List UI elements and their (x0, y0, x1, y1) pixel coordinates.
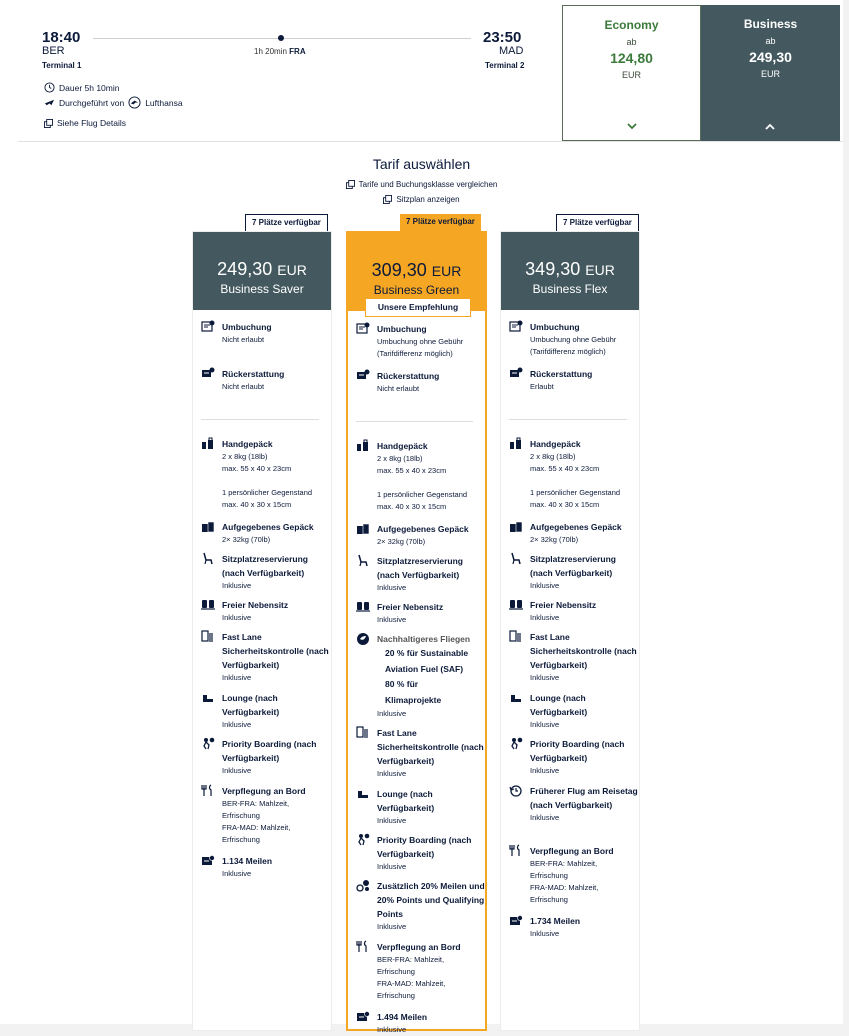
feature-text (530, 737, 638, 777)
departure-terminal: Terminal 1 (42, 61, 82, 70)
stopover-code: FRA (289, 47, 306, 56)
feature-title: Lounge (nach Verfügbarkeit) (222, 693, 280, 717)
refund-icon (356, 369, 370, 382)
fare-price-value: 249,30 (217, 259, 273, 279)
feature-detail: max. 40 x 30 x 15cm (222, 500, 292, 509)
feature-title: Umbuchung (530, 322, 580, 332)
feature-text (222, 737, 330, 777)
feature-detail: Erfrischung (530, 871, 568, 880)
fare-price (193, 259, 331, 280)
feature-detail: Inklusive (222, 673, 252, 682)
feature-title: Rückerstattung (530, 369, 593, 379)
meal-icon (509, 844, 523, 857)
feature-highlight: Klimaprojekte (385, 694, 442, 705)
feature-detail: (Tarifdifferenz möglich) (530, 347, 606, 356)
feature-title: Sitzplatzreservierung (nach Verfügbarkeit) (530, 554, 616, 578)
feature-title: 1.734 Meilen (530, 916, 581, 926)
feature-text (377, 833, 485, 873)
flight-summary (18, 0, 843, 142)
hand-baggage-icon (356, 439, 370, 452)
feature-detail: 2× 32kg (70lb) (222, 535, 271, 544)
miles-icon (356, 1010, 370, 1023)
checked-baggage-icon (356, 522, 370, 535)
feature-detail: 2× 32kg (70lb) (530, 535, 579, 544)
checked-baggage-icon (201, 520, 215, 533)
feature-text (377, 632, 485, 720)
fast-lane-icon (201, 630, 215, 643)
fare-name: Business Saver (220, 282, 304, 296)
arrival-code: MAD (499, 45, 524, 57)
feature-detail: Inklusive (530, 613, 560, 622)
feature-text (377, 940, 485, 1002)
feature-detail: 1 persönlicher Gegenstand (377, 490, 468, 499)
feature-highlight: Aviation Fuel (SAF) (385, 663, 464, 674)
fare-price (501, 259, 639, 280)
availability-badge: 7 Plätze verfügbar (556, 214, 639, 231)
feature-title: Fast Lane Sicherheitskontrolle (nach Verfügbarkeit) (377, 728, 484, 766)
free-seat-icon (356, 600, 370, 613)
external-window-icon (44, 119, 53, 128)
feature-title: Sitzplatzreservierung (nach Verfügbarkeit) (377, 556, 463, 580)
fast-lane-icon (509, 630, 523, 643)
feature-text (377, 322, 485, 360)
flight-route (18, 0, 563, 141)
sustainable-icon (356, 632, 370, 645)
feature-text (377, 879, 485, 933)
feature-detail: Inklusive (377, 583, 407, 592)
feature-title: Handgepäck (530, 439, 581, 449)
feature-text (530, 598, 638, 624)
arrival-time: 23:50 (483, 29, 522, 46)
feature-title: Verpflegung an Bord (530, 846, 614, 856)
feature-text (530, 320, 638, 358)
feature-title: Rückerstattung (222, 369, 285, 379)
feature-detail: max. 55 x 40 x 23cm (377, 466, 447, 475)
feature-detail: Inklusive (377, 1025, 407, 1034)
feature-divider (201, 419, 319, 420)
points-icon (356, 879, 370, 892)
cabin-business-name: Business (743, 17, 798, 31)
feature-detail: Erlaubt (530, 382, 554, 391)
feature-detail: Erfrischung (530, 895, 568, 904)
cabin-business-price: 249,30 (749, 49, 792, 65)
feature-detail: FRA-MAD: Mahlzeit, (377, 979, 446, 988)
external-window-icon (346, 180, 355, 189)
feature-text (530, 844, 638, 906)
external-window-icon (383, 195, 392, 204)
feature-text (222, 437, 330, 511)
feature-title: Freier Nebensitz (222, 600, 289, 610)
free-seat-icon (201, 598, 215, 611)
fare-currency: EUR (431, 263, 462, 279)
feature-detail: 1 persönlicher Gegenstand (222, 488, 313, 497)
availability-badge: 7 Plätze verfügbar (245, 214, 328, 231)
airline-name: Lufthansa (145, 97, 183, 108)
feature-text (530, 914, 638, 940)
departure-code: BER (42, 45, 65, 57)
feature-title: 1.134 Meilen (222, 856, 273, 866)
operated-by-text: Durchgeführt von (59, 97, 125, 108)
feature-title: Freier Nebensitz (530, 600, 597, 610)
miles-icon (201, 854, 215, 867)
feature-title: Fast Lane Sicherheitskontrolle (nach Verfügbarkeit) (530, 632, 637, 670)
fare-price-value: 309,30 (371, 260, 427, 280)
cabin-business-currency: EUR (760, 69, 780, 79)
priority-boarding-icon (201, 737, 215, 750)
feature-title: Fast Lane Sicherheitskontrolle (nach Verfügbarkeit) (222, 632, 329, 670)
feature-detail: Umbuchung ohne Gebühr (530, 335, 617, 344)
feature-detail: Erfrischung (222, 811, 260, 820)
feature-detail: Inklusive (377, 862, 407, 871)
feature-detail: 2 x 8kg (18lb) (530, 452, 576, 461)
availability-badge: 7 Plätze verfügbar (400, 214, 481, 231)
feature-title: Priority Boarding (nach Verfügbarkeit) (530, 739, 625, 763)
stopover-info (254, 47, 306, 56)
rebooking-icon (356, 322, 370, 335)
seat-icon (201, 552, 215, 565)
feature-detail: Inklusive (530, 766, 560, 775)
feature-text (530, 691, 638, 731)
feature-detail: 2 x 8kg (18lb) (222, 452, 268, 461)
flight-details-link[interactable] (44, 118, 126, 128)
feature-text (530, 437, 638, 511)
feature-text (377, 726, 485, 780)
lounge-icon (201, 691, 215, 704)
fare-card-business-green[interactable] (346, 231, 487, 1034)
feature-text (222, 784, 330, 846)
operator-row (44, 96, 183, 109)
feature-text (377, 439, 485, 513)
feature-text (222, 630, 330, 684)
feature-detail: 1 persönlicher Gegenstand (530, 488, 621, 497)
feature-detail: Nicht erlaubt (377, 384, 420, 393)
feature-detail: Nicht erlaubt (222, 382, 265, 391)
feature-detail: Inklusive (530, 673, 560, 682)
feature-title: Früherer Flug am Reisetag (nach Verfügbarkeit) (530, 786, 638, 810)
feature-text (377, 787, 485, 827)
feature-detail: Inklusive (377, 709, 407, 718)
feature-detail: Erfrischung (222, 835, 260, 844)
feature-text (377, 369, 485, 395)
feature-detail (377, 477, 485, 489)
feature-detail: (Tarifdifferenz möglich) (377, 349, 453, 358)
feature-detail: Inklusive (377, 922, 407, 931)
feature-detail: max. 55 x 40 x 23cm (530, 464, 600, 473)
rebooking-icon (201, 320, 215, 333)
plane-icon (44, 97, 55, 108)
feature-text (222, 854, 330, 880)
feature-title: Priority Boarding (nach Verfügbarkeit) (377, 835, 472, 859)
feature-title: Umbuchung (222, 322, 272, 332)
cabin-economy[interactable] (562, 5, 701, 141)
feature-detail: Inklusive (377, 769, 407, 778)
feature-title: Handgepäck (222, 439, 273, 449)
meal-icon (356, 940, 370, 953)
feature-text (530, 552, 638, 592)
fare-name: Business Flex (532, 282, 608, 296)
seatmap-link[interactable] (0, 195, 843, 204)
free-seat-icon (509, 598, 523, 611)
feature-highlight: 80 % für (385, 679, 419, 689)
fare-header[interactable] (501, 232, 639, 310)
feature-detail: Erfrischung (377, 991, 415, 1000)
fare-name: Business Green (373, 283, 460, 297)
cabin-business[interactable] (701, 5, 840, 141)
feature-title: Lounge (nach Verfügbarkeit) (377, 789, 435, 813)
priority-boarding-icon (356, 833, 370, 846)
feature-detail: 2× 32kg (70lb) (377, 537, 426, 546)
cabin-economy-name: Economy (604, 18, 659, 32)
meal-icon (201, 784, 215, 797)
chevron-up-icon (764, 121, 776, 133)
feature-detail: max. 40 x 30 x 15cm (530, 500, 600, 509)
feature-text (530, 784, 638, 824)
fare-price-value: 349,30 (525, 259, 581, 279)
feature-detail: Inklusive (530, 929, 560, 938)
cabin-economy-price: 124,80 (610, 50, 653, 66)
feature-detail: Inklusive (222, 869, 252, 878)
feature-detail: BER-FRA: Mahlzeit, (222, 799, 290, 808)
feature-detail: FRA-MAD: Mahlzeit, (222, 823, 291, 832)
feature-detail: Inklusive (530, 813, 560, 822)
feature-text (377, 1010, 485, 1036)
feature-title: Verpflegung an Bord (377, 942, 461, 952)
feature-detail: BER-FRA: Mahlzeit, (377, 955, 445, 964)
fast-lane-icon (356, 726, 370, 739)
feature-detail: Erfrischung (377, 967, 415, 976)
feature-detail (530, 475, 638, 487)
cabin-economy-ab: ab (626, 37, 637, 47)
hand-baggage-icon (509, 437, 523, 450)
duration-row (44, 82, 119, 93)
departure-time: 18:40 (42, 29, 81, 46)
lounge-icon (509, 691, 523, 704)
feature-title: Sitzplatzreservierung (nach Verfügbarkeit) (222, 554, 308, 578)
feature-title: Aufgegebenes Gepäck (377, 524, 469, 534)
feature-text (530, 367, 638, 393)
feature-detail: BER-FRA: Mahlzeit, (530, 859, 598, 868)
feature-detail: Inklusive (530, 720, 560, 729)
feature-detail: Inklusive (377, 615, 407, 624)
feature-title: Lounge (nach Verfügbarkeit) (530, 693, 588, 717)
feature-text (222, 552, 330, 592)
hand-baggage-icon (201, 437, 215, 450)
fare-header[interactable] (193, 232, 331, 310)
feature-detail: max. 55 x 40 x 23cm (222, 464, 292, 473)
feature-divider (509, 419, 627, 420)
cabin-economy-currency: EUR (621, 70, 641, 80)
feature-detail: FRA-MAD: Mahlzeit, (530, 883, 599, 892)
feature-title: Verpflegung an Bord (222, 786, 306, 796)
seat-icon (356, 554, 370, 567)
rebooking-icon (509, 320, 523, 333)
feature-text (530, 630, 638, 684)
chevron-down-icon (626, 120, 638, 132)
feature-title: Freier Nebensitz (377, 602, 444, 612)
stopover-dot (278, 35, 284, 41)
feature-detail (222, 475, 330, 487)
feature-detail: Inklusive (222, 766, 252, 775)
feature-detail: Inklusive (222, 613, 252, 622)
feature-detail: Nicht erlaubt (222, 335, 265, 344)
seatmap-label: Sitzplan anzeigen (396, 195, 460, 204)
feature-text (222, 691, 330, 731)
cabin-business-ab: ab (765, 36, 776, 46)
compare-fares-label: Tarife und Buchungsklasse vergleichen (358, 180, 498, 189)
fare-card-business-saver[interactable] (192, 231, 332, 1031)
duration-text: Dauer 5h 10min (59, 82, 120, 93)
feature-text (377, 600, 485, 626)
feature-divider (356, 421, 473, 422)
fare-price (348, 260, 485, 281)
tarif-title: Tarif auswählen (372, 156, 471, 172)
feature-text (530, 520, 638, 546)
feature-text (222, 367, 330, 393)
recommendation-badge: Unsere Empfehlung (365, 298, 471, 317)
feature-title: Rückerstattung (377, 371, 440, 381)
feature-text (222, 320, 330, 346)
lounge-icon (356, 787, 370, 800)
feature-detail: max. 40 x 30 x 15cm (377, 502, 447, 511)
feature-title: Zusätzlich 20% Meilen und 20% Points und Qualifying Points (377, 881, 485, 919)
feature-detail: Inklusive (377, 816, 407, 825)
feature-title: Handgepäck (377, 441, 428, 451)
clock-icon (44, 82, 55, 93)
priority-boarding-icon (509, 737, 523, 750)
arrival-terminal: Terminal 2 (485, 61, 525, 70)
feature-title: Aufgegebenes Gepäck (222, 522, 314, 532)
feature-detail: Umbuchung ohne Gebühr (377, 337, 464, 346)
feature-detail: 2 x 8kg (18lb) (377, 454, 423, 463)
fare-card-business-flex[interactable] (500, 231, 640, 1031)
checked-baggage-icon (509, 520, 523, 533)
earlier-flight-icon (509, 784, 523, 797)
feature-detail: Inklusive (222, 581, 252, 590)
lufthansa-logo-icon (128, 96, 141, 109)
fare-currency: EUR (277, 262, 307, 278)
refund-icon (509, 367, 523, 380)
feature-title: Umbuchung (377, 324, 427, 334)
miles-icon (509, 914, 523, 927)
feature-detail: Inklusive (530, 581, 560, 590)
feature-title: Nachhaltigeres Fliegen (377, 634, 471, 644)
feature-title: Priority Boarding (nach Verfügbarkeit) (222, 739, 317, 763)
flight-details-label: Siehe Flug Details (57, 118, 126, 128)
feature-highlight: 20 % für Sustainable (385, 648, 469, 658)
feature-text (222, 598, 330, 624)
seat-icon (509, 552, 523, 565)
feature-detail: Inklusive (222, 720, 252, 729)
compare-fares-link[interactable] (0, 180, 843, 189)
refund-icon (201, 367, 215, 380)
stopover-duration: 1h 20min (254, 47, 287, 56)
feature-text (222, 520, 330, 546)
feature-title: 1.494 Meilen (377, 1012, 428, 1022)
feature-text (377, 522, 485, 548)
feature-text (377, 554, 485, 594)
feature-title: Aufgegebenes Gepäck (530, 522, 622, 532)
fare-currency: EUR (585, 262, 615, 278)
